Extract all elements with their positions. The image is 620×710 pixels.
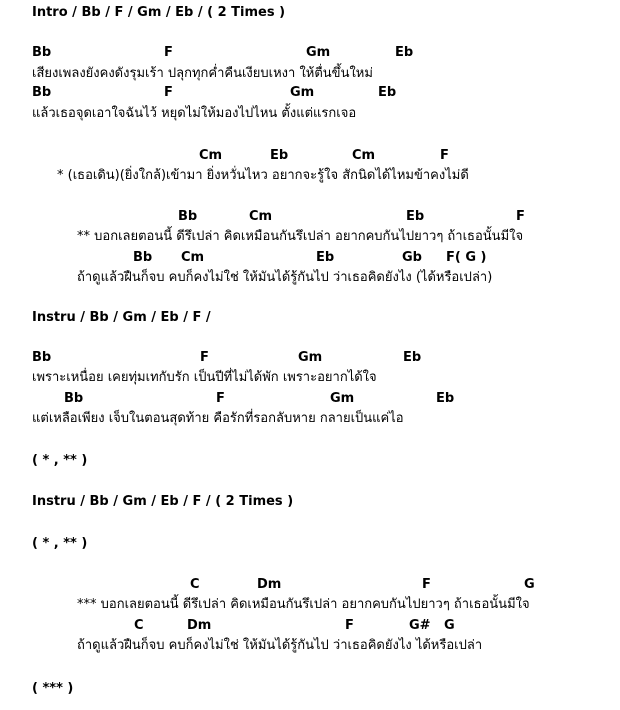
chord: F [200,350,209,365]
chord: Bb [32,45,52,60]
chord: Bb [133,250,153,265]
chord: Bb [178,209,198,224]
chord: Eb [270,148,289,163]
chord: Cm [352,148,376,163]
lyric-line: ถ้าดูแล้วฝืนก็จบ คบก็คงไม่ใช่ ให้มันได้รู้กันไป ว่าเธอคิดยังไง ได้หรือเปล่า [77,638,483,653]
chord: Bb [32,85,52,100]
chord: F [164,85,173,100]
chord: Gm [298,350,323,365]
chord: F [345,618,354,633]
lyric-line: *** บอกเลยตอนนี้ ดีรึเปล่า คิดเหมือนกันรึเปล่า อยากคบกันไปยาวๆ ถ้าเธอนั้นมีใจ [77,597,530,612]
chord: Cm [199,148,223,163]
chord: F [216,391,225,406]
chord: Gm [306,45,331,60]
chord: C [134,618,144,633]
lyric-line: * (เธอเดิน)(ยิ่งใกล้)เข้ามา ยิ่งหวั่นไหว อยากจะรู้ใจ สักนิดได้ไหมข้าคงไม่ดี [57,168,469,183]
chord: Eb [403,350,422,365]
chord: Gb [402,250,422,265]
repeat-line: ( * , ** ) [32,536,88,551]
instru-line: Instru / Bb / Gm / Eb / F / ( 2 Times ) [32,494,294,509]
chord: C [190,577,200,592]
chord: Cm [181,250,205,265]
chord: Bb [64,391,84,406]
chord: Eb [436,391,455,406]
lyric-line: เสียงเพลงยังคงดังรุมเร้า ปลุกทุกค่ำคืนเงียบเหงา ให้ตื่นขึ้นใหม่ [32,66,373,81]
chord: F( G ) [446,250,487,265]
chord: F [440,148,449,163]
chord: Bb [32,350,52,365]
chord: Dm [257,577,282,592]
chord: G# [409,618,431,633]
repeat-line: ( *** ) [32,681,74,696]
lyric-line: ** บอกเลยตอนนี้ ดีรึเปล่า คิดเหมือนกันรึเปล่า อยากคบกันไปยาวๆ ถ้าเธอนั้นมีใจ [77,229,524,244]
chord: Eb [316,250,335,265]
chord: Eb [406,209,425,224]
chord: Cm [249,209,273,224]
instru-line: Instru / Bb / Gm / Eb / F / [32,310,211,325]
chord: Dm [187,618,212,633]
chord: G [524,577,535,592]
lyric-line: แล้วเธอจุดเอาใจฉันไว้ หยุดไม่ให้มองไปไหน ตั้งแต่แรกเจอ [32,106,357,121]
lyric-line: ถ้าดูแล้วฝืนก็จบ คบก็คงไม่ใช่ ให้มันได้รู้กันไป ว่าเธอคิดยังไง (ได้หรือเปล่า) [77,270,493,285]
repeat-line: ( * , ** ) [32,453,88,468]
lyric-line: เพราะเหนื่อย เคยทุ่มเทกับรัก เป็นปีที่ไม่ได้พัก เพราะอยากได้ใจ [32,370,377,385]
chord: Eb [395,45,414,60]
intro-line: Intro / Bb / F / Gm / Eb / ( 2 Times ) [32,5,286,20]
chord: F [164,45,173,60]
chord: Gm [290,85,315,100]
lyric-line: แต่เหลือเพียง เจ็บในตอนสุดท้าย คือรักที่รอกลับหาย กลายเป็นแค่ไอ [32,411,404,426]
chord: F [422,577,431,592]
chord: F [516,209,525,224]
chord: Eb [378,85,397,100]
chord: G [444,618,455,633]
chord: Gm [330,391,355,406]
